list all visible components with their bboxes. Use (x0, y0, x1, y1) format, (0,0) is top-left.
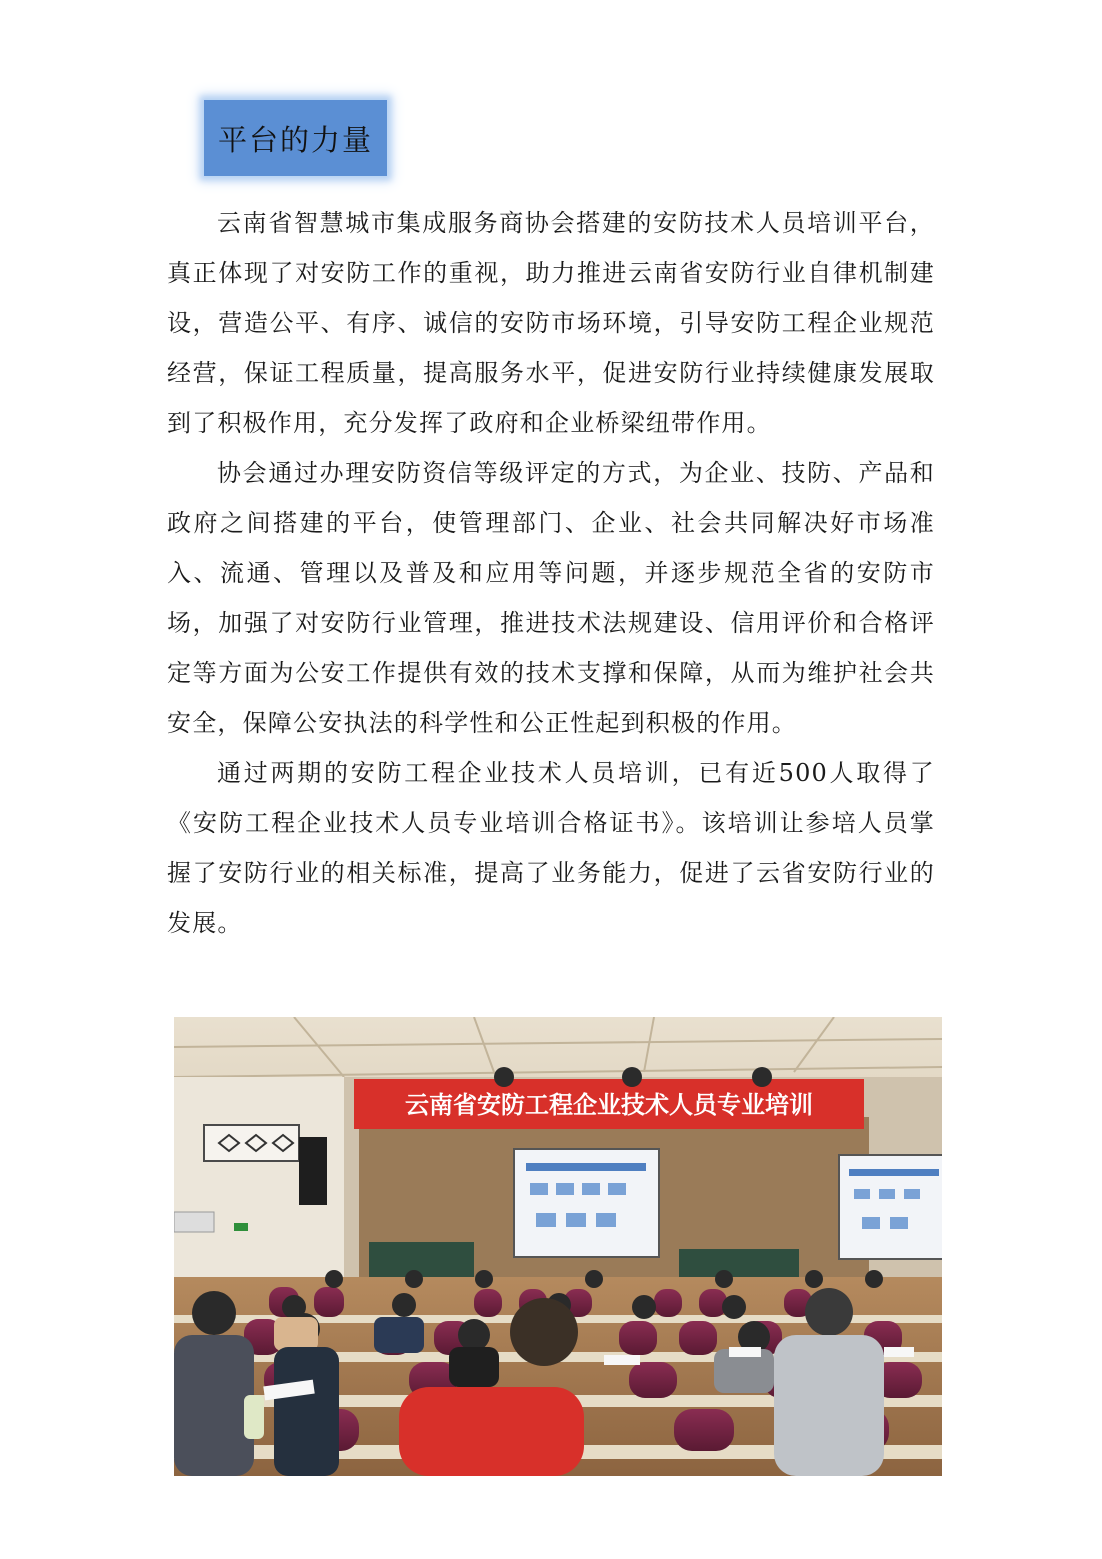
banner-text: 云南省安防工程企业技术人员专业培训 (405, 1091, 813, 1119)
training-photo (174, 1017, 942, 1476)
paragraph-1: 云南省智慧城市集成服务商协会搭建的安防技术人员培训平台，真正体现了对安防工作的重视，助力推进云南省安防行业自律机制建设，营造公平、有序、诚信的安防市场环境，引导安防工程企业规范经营，保证工程质量，提高服务水平，促进安防行业持续健康发展取到了积极作用，充分发挥了政府和企业桥梁纽带作用。 (167, 209, 935, 437)
body-text (167, 198, 935, 948)
paragraph-2: 协会通过办理安防资信等级评定的方式，为企业、技防、产品和政府之间搭建的平台，使管理部门、企业、社会共同解决好市场准入、流通、管理以及普及和应用等问题，并逐步规范全省的安防市场，加强了对安防行业管理，推进技术法规建设、信用评价和合格评定等方面为公安工作提供有效的技术支撑和保障，从而为维护社会共安全，保障公安执法的科学性和公正性起到积极的作用。 (167, 459, 935, 737)
paragraph-3: 通过两期的安防工程企业技术人员培训，已有近500人取得了《安防工程企业技术人员专业培训合格证书》。该培训让参培人员掌握了安防行业的相关标准，提高了业务能力，促进了云省安防行业的发展。 (167, 759, 935, 937)
section-title: 平台的力量 (217, 122, 373, 157)
section-title-box (204, 100, 387, 176)
